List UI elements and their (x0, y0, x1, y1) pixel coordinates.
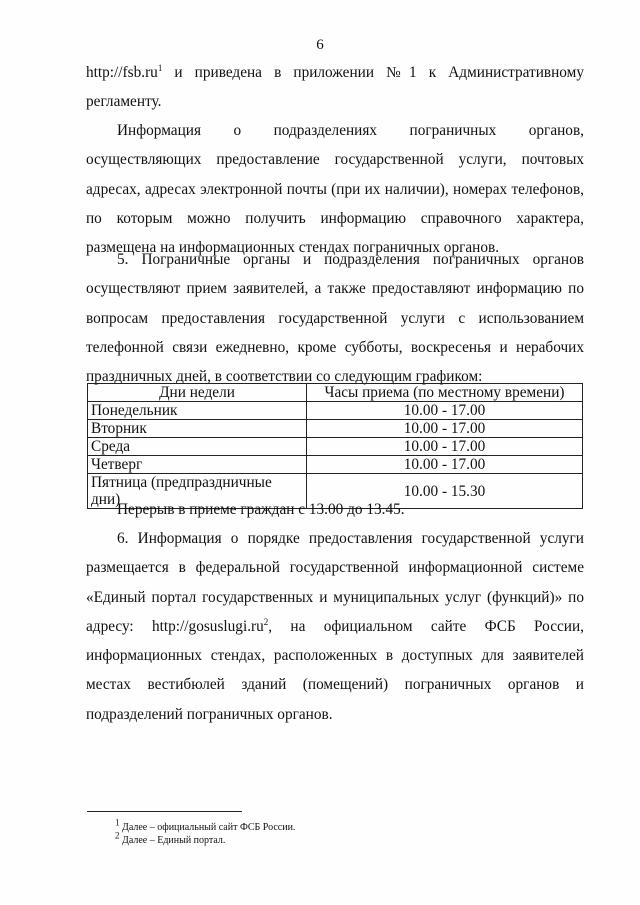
gosuslugi-url[interactable]: http://gosuslugi.ru (152, 617, 264, 635)
footnote-text-1: Далее – официальный сайт ФСБ России. (119, 822, 296, 833)
footnote-divider (87, 811, 242, 812)
day-cell: Среда (88, 438, 307, 456)
day-cell: Пятница (предпраздничные дни) (88, 474, 307, 509)
hours-cell: 10.00 - 17.00 (307, 456, 583, 474)
hours-cell: 10.00 - 17.00 (307, 438, 583, 456)
day-cell: Вторник (88, 420, 307, 438)
intro-line-2: регламенту. (86, 93, 162, 110)
info-paragraph: Информация о подразделениях пограничных органов, осуществляющих предоставление государственной услуги, почтовых адресах, адресах электронной почты (при их наличии), номерах телефонов, по которым можно получить информацию справочного характера, размещена на информационных стендах пограничных органов. (86, 122, 584, 257)
footnote-2 (115, 830, 226, 847)
portal-text-after: , на официальном сайте ФСБ России, информационных стендах, расположенных в доступных для заявителей местах вестибюлей зданий (помещений) пограничных органов и подразделений пограничных органов. (86, 617, 584, 723)
footnote-mark-1: 1 (115, 817, 120, 828)
table-row (88, 456, 583, 474)
portal-paragraph (86, 524, 584, 729)
header-hours: Часы приема (по местному времени) (307, 384, 583, 402)
footnote-mark-2: 2 (115, 830, 120, 841)
fsb-url[interactable]: http://fsb.ru (86, 64, 158, 81)
footnote-1 (115, 817, 296, 834)
portal-text-before: 6. Информация о порядке предоставления государственной услуги размещается в федеральной государственной информационной системе «Единый портал государственных и муниципальных услуг (функций)» по адресу: (86, 530, 584, 635)
day-cell: Понедельник (88, 402, 307, 420)
reception-schedule-table (87, 383, 583, 509)
intro-line (86, 58, 584, 87)
table-row (88, 420, 583, 438)
footnote-text-2: Далее – Единый портал. (119, 835, 226, 846)
hours-cell: 10.00 - 17.00 (307, 420, 583, 438)
schedule-paragraph: 5. Пограничные органы и подразделения пограничных органов осуществляют прием заявителей, а также предоставляют информацию по вопросам предоставления государственной услуги с использованием телефонной связи ежедневно, кроме субботы, воскресенья и нерабочих праздничных дней, в соответствии со следующим графиком: (86, 251, 584, 386)
header-days: Дни недели (88, 384, 307, 402)
table-row (88, 402, 583, 420)
page-number: 6 (316, 37, 324, 53)
break-text: Перерыв в приеме граждан с 13.00 до 13.45. (117, 501, 405, 518)
table-header-row (88, 384, 583, 402)
hours-cell: 10.00 - 17.00 (307, 402, 583, 420)
table-row (88, 438, 583, 456)
day-cell: Четверг (88, 456, 307, 474)
footnote-ref-1: 1 (157, 62, 163, 73)
footnote-ref-2: 2 (263, 616, 269, 627)
hours-cell: 10.00 - 15.30 (307, 474, 583, 509)
intro-text: и приведена в приложении №1 к Административному (162, 64, 584, 81)
